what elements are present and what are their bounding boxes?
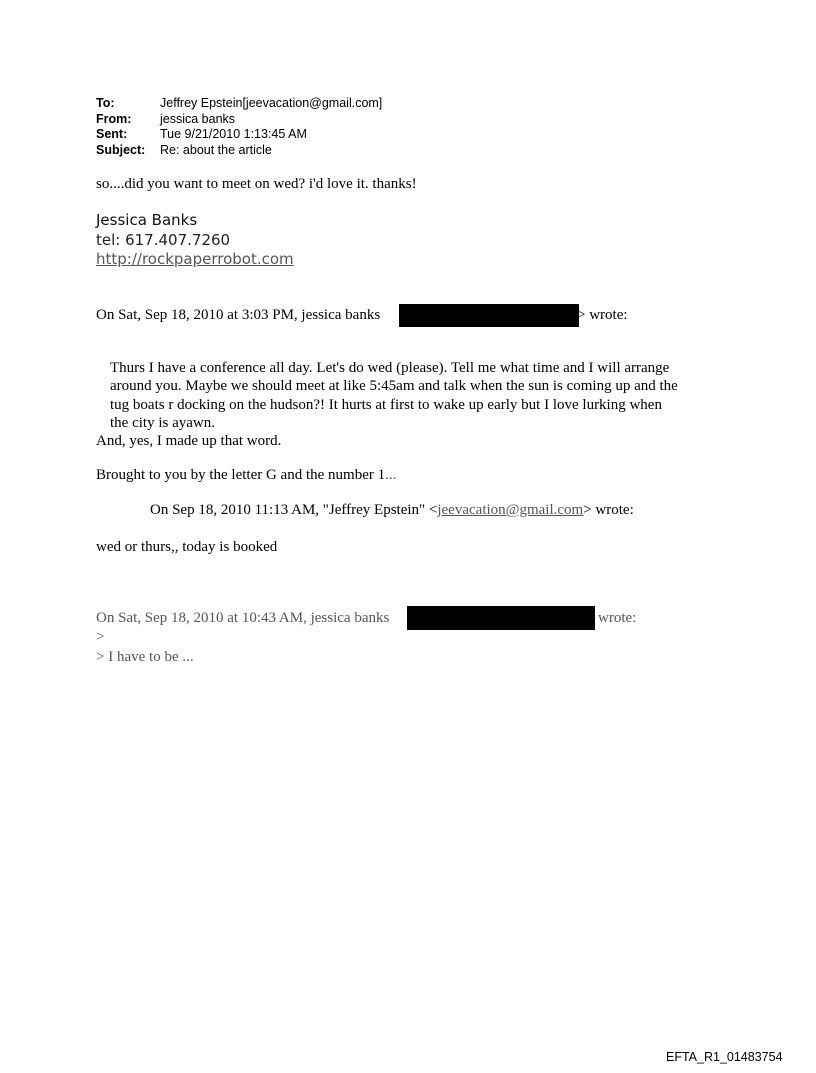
quote2-email-link[interactable]: jeevacation@gmail.com — [437, 502, 584, 518]
quote1-brought-text: Brought to you by the letter G and the number 1 — [96, 467, 386, 483]
signature — [96, 211, 294, 270]
quote2-reply: wed or thurs,, today is booked — [96, 539, 278, 555]
document-id-footer: EFTA_R1_01483754 — [666, 1050, 783, 1064]
quote3-attribution-start: On Sat, Sep 18, 2010 at 10:43 AM, jessica banks — [96, 610, 390, 626]
to-value: Jeffrey Epstein[jeevacation@gmail.com] — [160, 96, 383, 110]
signature-url-link[interactable]: http://rockpaperrobot.com — [96, 250, 294, 268]
quote1-line: Thurs I have a conference all day. Let's do wed (please). Tell me what time and I will arrange — [110, 360, 670, 376]
quote3-line: > I have to be ... — [96, 649, 194, 665]
to-label: To: — [96, 96, 115, 110]
signature-name: Jessica Banks — [96, 211, 198, 229]
quote2-attribution-start: On Sep 18, 2010 11:13 AM, "Jeffrey Epstein" < — [150, 502, 438, 518]
quote1-brought — [96, 466, 396, 484]
to-row — [96, 96, 382, 112]
from-label: From: — [96, 111, 132, 126]
subject-value: Re: about the article — [160, 142, 272, 157]
quote2-attribution — [150, 501, 634, 519]
quote1-attribution-start: On Sat, Sep 18, 2010 at 3:03 PM, jessica banks — [96, 307, 381, 323]
email-header — [96, 96, 382, 158]
sent-label: Sent: — [96, 127, 128, 141]
quote2-attribution-end: > wrote: — [583, 502, 634, 518]
subject-label: Subject: — [96, 142, 146, 157]
quote3-attribution-end: wrote: — [598, 610, 637, 626]
signature-tel: tel: 617.407.7260 — [96, 230, 231, 249]
quote1-attribution — [96, 306, 380, 324]
quote1-after: And, yes, I made up that word. — [96, 433, 282, 449]
from-value: jessica banks — [160, 111, 236, 126]
from-row — [96, 112, 382, 128]
quote1-line: the city is ayawn. — [110, 414, 215, 431]
quote3-line: > — [96, 629, 105, 645]
sent-row — [96, 127, 382, 143]
sent-value: Tue 9/21/2010 1:13:45 AM — [160, 127, 307, 141]
quote1-attribution-end: > wrote: — [577, 307, 628, 323]
quote1-brought-ellipsis: ... — [385, 467, 397, 483]
quote1-line: around you. Maybe we should meet at like 5:45am and talk when the sun is coming up and the — [110, 378, 678, 395]
quote1-block — [110, 359, 730, 432]
subject-row — [96, 143, 382, 159]
body-line: so....did you want to meet on wed? i'd love it. thanks! — [96, 176, 417, 192]
redaction-box — [407, 606, 595, 630]
quote1-line: tug boats r docking on the hudson?! It hurts at first to wake up early but I love lurking when — [110, 396, 662, 413]
redaction-box — [399, 304, 579, 327]
